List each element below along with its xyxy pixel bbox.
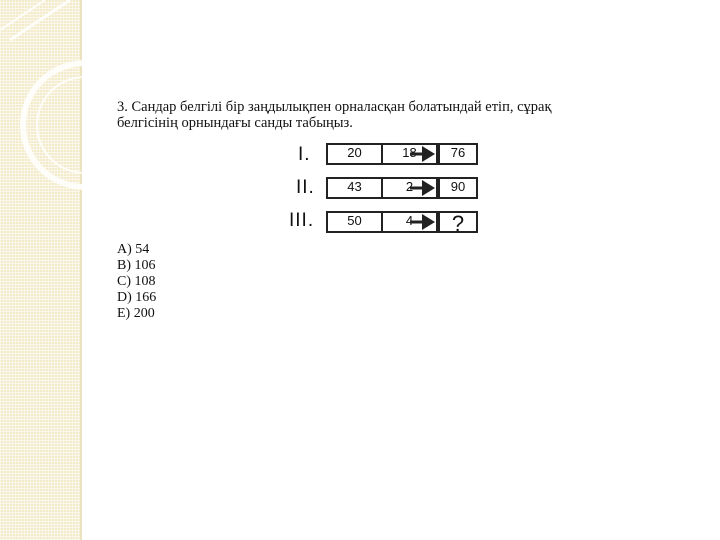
pair-1-right-value: 18 (381, 145, 436, 163)
pair-2-right-value: 2 (381, 179, 436, 197)
right-arrow-icon (410, 145, 436, 163)
pair-3-left-value: 50 (347, 213, 362, 228)
result-box-2: 90 (438, 177, 478, 199)
option-a: A) 54 (117, 242, 150, 257)
answer-options (117, 242, 156, 322)
pair-1-left-value: 20 (347, 145, 362, 160)
row-numeral-3: III. (289, 210, 315, 231)
right-arrow-icon (410, 179, 436, 197)
question-line-1: 3. Сандар белгілі бір заңдылықпен орналасқан болатындай етіп, сұрақ (117, 99, 552, 115)
option-e: E) 200 (117, 306, 155, 321)
option-b: B) 106 (117, 258, 156, 273)
option-c: C) 108 (117, 274, 156, 289)
question-text (117, 99, 637, 131)
pair-2-left-value: 43 (347, 179, 362, 194)
result-box-1: 76 (438, 143, 478, 165)
question-line-2: белгісінің орнындағы санды табыңыз. (117, 115, 353, 131)
right-arrow-icon (410, 213, 436, 231)
option-d: D) 166 (117, 290, 157, 305)
pair-3-right-value: 4 (381, 213, 436, 231)
decorative-circles (0, 0, 82, 540)
row-numeral-2: II. (296, 177, 315, 198)
row-numeral-1: I. (298, 144, 311, 165)
result-box-3-unknown: ? (438, 211, 478, 233)
